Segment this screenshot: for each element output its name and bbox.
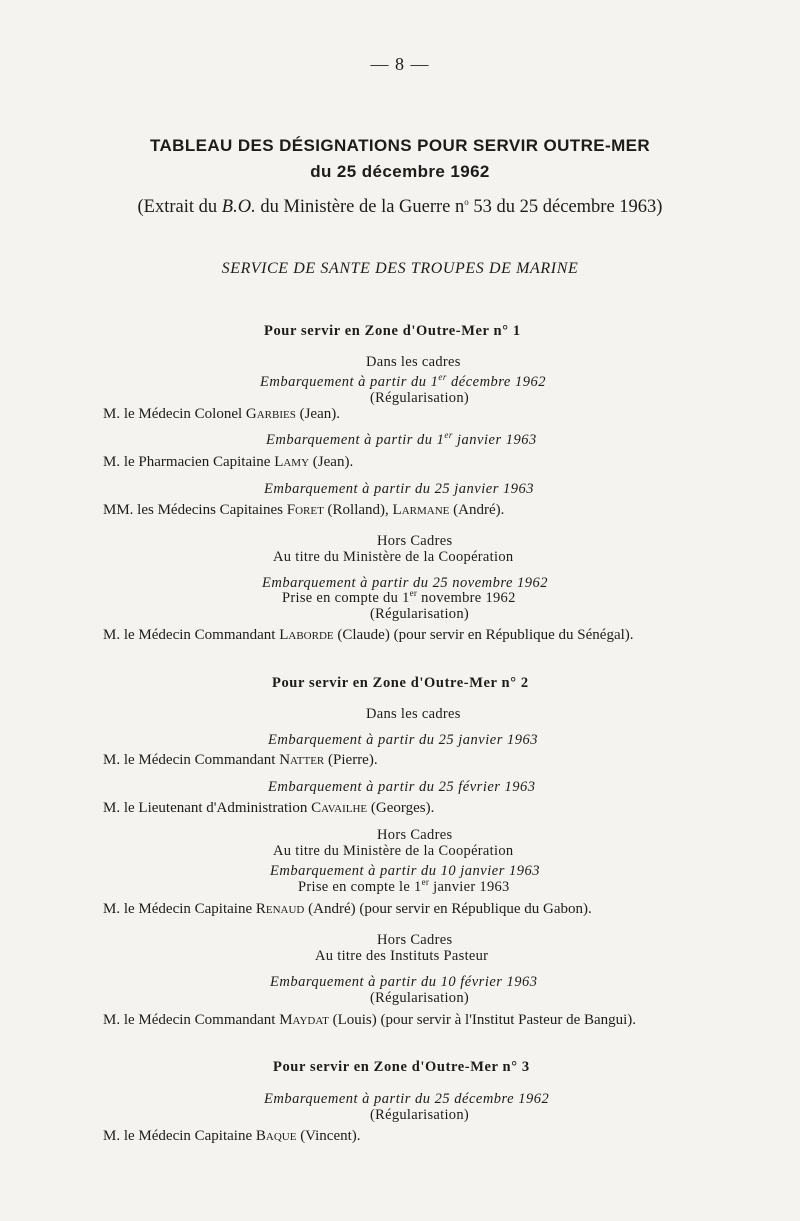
person-text: M. le Pharmacien Capitaine (103, 454, 275, 470)
zone-2-titre-1: Au titre du Ministère de la Coopération (273, 843, 514, 859)
person-name: Cavailhe (311, 800, 368, 816)
zone-1-embarquement-1 (260, 374, 546, 391)
person-name: Garbies (245, 406, 296, 422)
person-text: (André). (449, 502, 505, 518)
zone-2-embarquement-4: Embarquement à partir du 10 février 1963 (270, 974, 538, 990)
extract-text: (Extrait du (137, 197, 222, 217)
person-name: Renaud (255, 901, 305, 917)
zone-2-embarquement-2: Embarquement à partir du 25 février 1963 (268, 779, 536, 795)
service-heading: SERVICE DE SANTE DES TROUPES DE MARINE (221, 260, 579, 277)
zone-3-embarquement-1: Embarquement à partir du 25 décembre 1962 (264, 1091, 550, 1107)
zone-1-person-1 (103, 406, 340, 423)
person-text: (Georges). (367, 800, 435, 816)
person-name: Baque (255, 1128, 297, 1144)
zone-2-embarquement-3: Embarquement à partir du 10 janvier 1963 (270, 863, 540, 879)
person-text: (Pierre). (324, 752, 378, 768)
person-text: (Rolland), (323, 502, 393, 518)
zone-1-embarquement-3: Embarquement à partir du 25 janvier 1963 (264, 481, 534, 497)
person-text: M. le Médecin Commandant (103, 627, 280, 643)
zone-1-regularisation-2: (Régularisation) (370, 606, 470, 622)
document-title: TABLEAU DES DÉSIGNATIONS POUR SERVIR OUTRE-MER (149, 136, 651, 155)
person-text: MM. les Médecins Capitaines (103, 502, 287, 518)
extract-reference (0, 197, 800, 218)
prise-text: Prise en compte du 1 (282, 590, 410, 606)
person-name: Larmane (392, 502, 450, 518)
zone-1-person-3 (103, 502, 504, 519)
extract-sup: o (464, 196, 469, 207)
zone-3-person-1 (103, 1128, 361, 1145)
zone-1-heading: Pour servir en Zone d'Outre-Mer n° 1 (264, 323, 521, 339)
page-number: — 8 — (370, 54, 430, 74)
zone-1-cadres: Dans les cadres (366, 354, 461, 370)
zone-1-prise-en-compte (282, 590, 516, 607)
emb-text: Embarquement à partir du 1 (260, 374, 439, 390)
zone-2-prise-en-compte (298, 879, 510, 896)
person-text: (Jean). (309, 454, 354, 470)
document-subtitle: du 25 décembre 1962 (310, 162, 490, 181)
zone-2-hors-cadres-2: Hors Cadres (377, 932, 453, 948)
emb-text: janvier 1963 (452, 432, 537, 448)
person-text: M. le Lieutenant d'Administration (103, 800, 312, 816)
person-text: M. le Médecin Colonel (103, 406, 246, 422)
zone-3-heading: Pour servir en Zone d'Outre-Mer n° 3 (273, 1059, 530, 1075)
zone-2-cadres: Dans les cadres (366, 706, 461, 722)
zone-1-embarquement-4: Embarquement à partir du 25 novembre 1962 (262, 575, 549, 591)
zone-2-person-4 (103, 1012, 636, 1029)
zone-2-embarquement-1: Embarquement à partir du 25 janvier 1963 (268, 732, 538, 748)
zone-2-heading: Pour servir en Zone d'Outre-Mer n° 2 (272, 675, 529, 691)
person-name: Lamy (274, 454, 310, 470)
emb-sup: er (438, 372, 447, 383)
zone-2-hors-cadres-1: Hors Cadres (377, 827, 453, 843)
zone-3-regularisation: (Régularisation) (370, 1107, 470, 1123)
person-text: (Claude) (pour servir en République du Sénégal). (333, 627, 634, 643)
zone-2-person-1 (103, 752, 378, 769)
person-text: (Vincent). (296, 1128, 361, 1144)
person-text: M. le Médecin Capitaine (103, 901, 256, 917)
zone-1-hors-cadres: Hors Cadres (377, 533, 453, 549)
prise-sup: er (409, 588, 418, 599)
zone-1-titre: Au titre du Ministère de la Coopération (273, 549, 514, 565)
zone-1-regularisation: (Régularisation) (370, 390, 470, 406)
person-text: (Jean). (295, 406, 340, 422)
zone-1-person-4 (103, 627, 634, 644)
emb-text: Embarquement à partir du 1 (266, 432, 445, 448)
zone-2-person-3 (103, 901, 592, 918)
person-name: Natter (279, 752, 325, 768)
prise-sup: er (421, 877, 430, 888)
person-name: Maydat (279, 1012, 329, 1028)
person-text: M. le Médecin Commandant (103, 1012, 280, 1028)
zone-2-regularisation: (Régularisation) (370, 990, 470, 1006)
person-text: (André) (pour servir en République du Gabon). (304, 901, 592, 917)
extract-text: du Ministère de la Guerre n (255, 197, 465, 217)
person-text: M. le Médecin Capitaine (103, 1128, 256, 1144)
zone-2-person-2 (103, 800, 434, 817)
emb-text: décembre 1962 (446, 374, 546, 390)
zone-1-person-2 (103, 454, 353, 471)
prise-text: Prise en compte le 1 (298, 879, 422, 895)
person-name: Foret (286, 502, 324, 518)
extract-bo: B.O. (221, 197, 256, 217)
person-text: (Louis) (pour servir à l'Institut Pasteur de Bangui). (328, 1012, 637, 1028)
emb-sup: er (444, 430, 453, 441)
prise-text: janvier 1963 (429, 879, 510, 895)
zone-1-embarquement-2 (266, 432, 537, 449)
person-text: M. le Médecin Commandant (103, 752, 280, 768)
extract-text: 53 du 25 décembre 1963) (468, 197, 663, 217)
prise-text: novembre 1962 (417, 590, 516, 606)
person-name: Laborde (279, 627, 334, 643)
zone-2-titre-2: Au titre des Instituts Pasteur (315, 948, 489, 964)
